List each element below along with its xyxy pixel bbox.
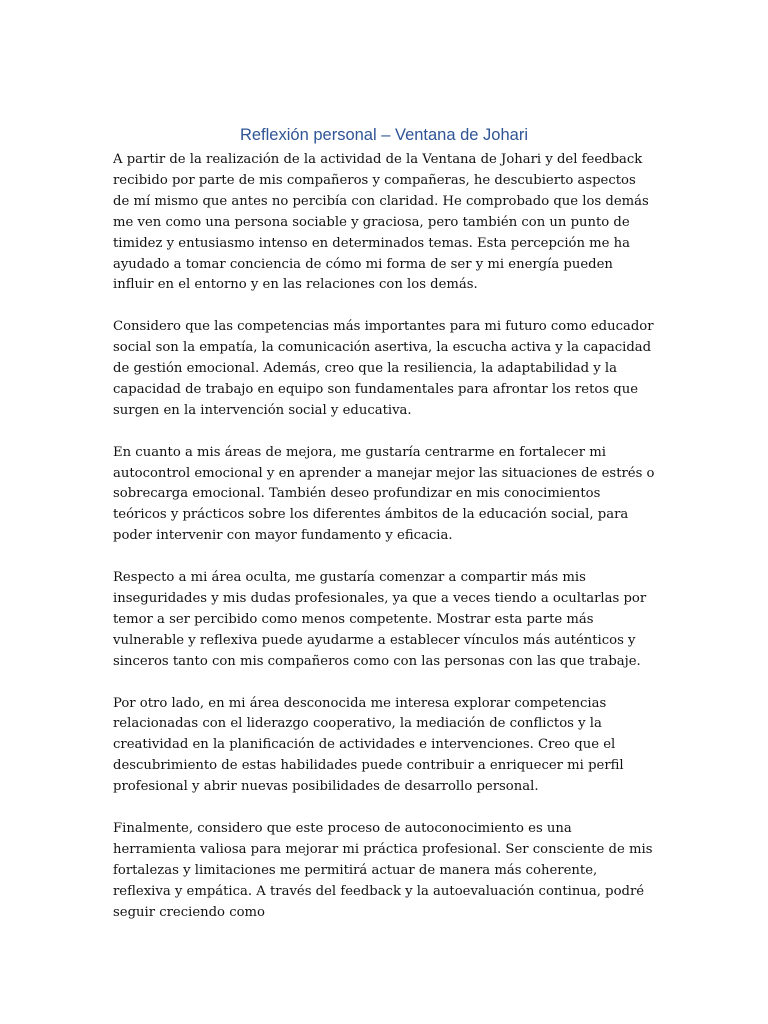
paragraph-6: Finalmente, considero que este proceso de autoconocimiento es una herramienta valiosa para mejorar mi práctica profesional. Ser consciente de mis fortalezas y limitaciones me permitirá actuar de manera más coherente, reflexiva y empática. A través del feedback y la autoevaluación continua, podré seguir creciendo como — [113, 820, 653, 920]
paragraph-1: A partir de la realización de la actividad de la Ventana de Johari y del feedback recibido por parte de mis compañeros y compañeras, he descubierto aspectos de mí mismo que antes no percibía con claridad. He comprobado que los demás me ven como una persona sociable y graciosa, pero también con un punto de timidez y entusiasmo intenso en determinados temas. Esta percepción me ha ayudado a tomar conciencia de cómo mi forma de ser y mi energía pueden influir en el entorno y en las relaciones con los demás. — [113, 152, 649, 293]
paragraph-3: En cuanto a mis áreas de mejora, me gustaría centrarme en fortalecer mi autocontrol emocional y en aprender a manejar mejor las situaciones de estrés o sobrecarga emocional. También deseo profundizar en mis conocimientos teóricos y prácticos sobre los diferentes ámbitos de la educación social, para poder intervenir con mayor fundamento y eficacia. — [113, 444, 655, 544]
paragraph-4: Respecto a mi área oculta, me gustaría comenzar a compartir más mis inseguridades y mis dudas profesionales, ya que a veces tiendo a ocultarlas por temor a ser percibido como menos competente. Mostrar esta parte más vulnerable y reflexiva puede ayudarme a establecer vínculos más auténticos y sinceros tanto con mis compañeros como con las personas con las que trabaje. — [113, 570, 647, 669]
paragraph-2: Considero que las competencias más importantes para mi futuro como educador social son la empatía, la comunicación asertiva, la escucha activa y la capacidad de gestión emocional. Además, creo que la resiliencia, la adaptabilidad y la capacidad de trabajo en equipo son fundamentales para afrontar los retos que surgen en la intervención social y educativa. — [113, 319, 654, 418]
document-title: Reflexión personal – Ventana de Johari — [239, 126, 529, 144]
paragraph-5: Por otro lado, en mi área desconocida me interesa explorar competencias relacionadas con el liderazgo cooperativo, la mediación de conflictos y la creatividad en la planificación de actividades e intervenciones. Creo que el descubrimiento de estas habilidades puede contribuir a enriquecer mi perfil profesional y abrir nuevas posibilidades de desarrollo personal. — [113, 695, 624, 795]
